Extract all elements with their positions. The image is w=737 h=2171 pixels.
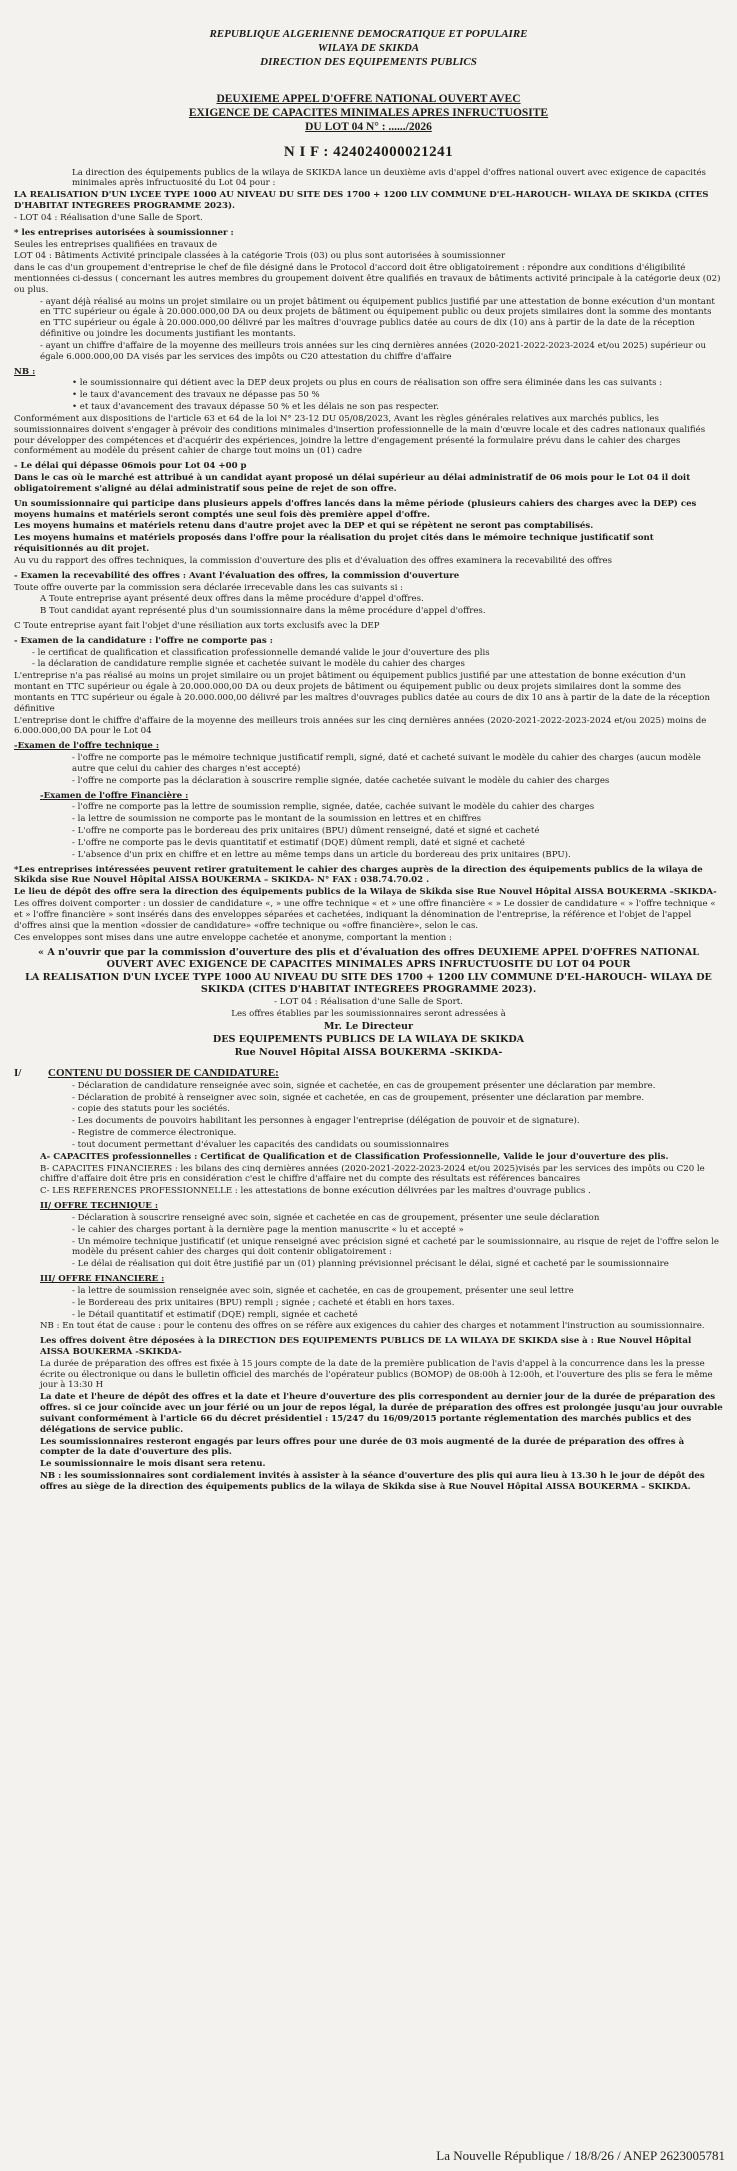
admitted-text-3: dans le cas d'un groupement d'entreprise le chef de file désigné dans le Protocol d'accord doit être obligatoirement : répondre aux conditions d'éligibilité mentionnées ci-dessus ( concernant les autres membres du groupement doivent être qualifiés en travaux de bâtiments activité principale à la catégorie deux (02) ou plus.	[14, 263, 721, 295]
candidature-doc-2: - Déclaration de probité à renseigner avec soin, signée et cachetée, en cas de groupement, présenter une déclaration par membre.	[72, 1092, 645, 1103]
nif-number: N I F : 424024000021241	[283, 143, 454, 160]
technical-doc-1: - Déclaration à souscrire renseigné avec soin, signée et cachetée en cas de groupement, présenter une seule déclaration	[72, 1212, 600, 1223]
candidature-doc-4: - Les documents de pouvoirs habilitant les personnes à engager l'entreprise (délégation de pouvoir et de signature).	[72, 1116, 580, 1127]
financial-offer-title: -Examen de l'offre Financière :	[40, 790, 189, 801]
addressee-address: Rue Nouvel Hôpital AISSA BOUKERMA –SKIKDA-	[234, 1046, 503, 1058]
admitted-text-1: Seules les entreprises qualifiées en travaux de	[14, 239, 218, 250]
technical-doc-2: - le cahier des charges portant à la dernière page la mention manuscrite « lu et accepté »	[72, 1224, 464, 1235]
nb-item-2: • le taux d'avancement des travaux ne dépasse pas 50 %	[72, 390, 320, 401]
financial-item-1: - l'offre ne comporte pas la lettre de soumission remplie, signée, datée, cachée suivant le modèle du cahier des charges	[72, 802, 595, 813]
envelope-mention-4: Les offres établies par les soumissionnaires seront adressées à	[231, 1009, 506, 1020]
recevability-title: - Examen la recevabilité des offres : Avant l'évaluation des offres, la commission d'ouverture	[14, 570, 460, 581]
wilaya-header: WILAYA DE SKIKDA	[317, 41, 420, 54]
preparation-duration: La durée de préparation des offres est fixée à 15 jours compte de la date de la première publication de l'avis d'appel à la concurrence dans les la presse écrite ou électronique ou dans le bulletin officiel des marchés de l'opérateur publics (BOMOP) de 08:00h à 12:00h, et l'ouverture des plis se fera le même jour à 13:30 H	[40, 1358, 713, 1391]
section-2-title: II/ OFFRE TECHNIQUE :	[40, 1201, 159, 1212]
candidature-doc-1: - Déclaration de candidature renseignée avec soin, signée et cachetée, en cas de groupement présenter une déclaration par membre.	[72, 1080, 656, 1091]
simultaneous-text-3: Les moyens humains et matériels proposés dans l'offre pour la réalisation du projet cités dans le mémoire technique justificatif sont réquisitionnés au dit projet.	[14, 533, 654, 555]
recevability-c: C Toute entreprise ayant fait l'objet d'une résiliation aux torts exclusifs avec la DEP	[14, 621, 380, 631]
financial-doc-2: - le Bordereau des prix unitaires (BPU) rempli ; signée ; cacheté et établi en hors taxes.	[72, 1297, 455, 1308]
recevability-a: A Toute entreprise ayant présenté deux offres dans la même procédure d'appel d'offres.	[40, 594, 424, 605]
candidature-item-3: L'entreprise n'a pas réalisé au moins un projet similaire ou un projet bâtiment ou équipement publics justifié par une attestation de bonne exécution d'un montant en TTC supérieur ou égale à 20.000.000,00 DA ou deux projets de bâtiment ou équipement public ou deux projets similaires dont la somme des montants en TTC supérieur ou égale à 20.000.000,00 délivré par les maîtres d'ouvrages publics datée au cours de dix 10 ans à partir de la date de la réception définitive	[14, 671, 710, 714]
nb-item-3: • et taux d'avancement des travaux dépasse 50 % et les délais ne son pas respecter.	[72, 402, 440, 413]
financial-item-4: - L'offre ne comporte pas le devis quantitatif et estimatif (DQE) dûment rempli, daté et signé et cacheté	[72, 837, 525, 848]
lowest-bidder: Le soumissionnaire le mois disant sera retenu.	[40, 1459, 266, 1470]
addressee-direction: DES EQUIPEMENTS PUBLICS DE LA WILAYA DE SKIKDA	[212, 1033, 525, 1045]
project-name: LA REALISATION D'UN LYCEE TYPE 1000 AU NIVEAU DU SITE DES 1700 + 1200 LLV COMMUNE D'EL-HAROUCH- WILAYA DE SKIKDA (CITES D'HABITAT INTEGREES PROGRAMME 2023).	[14, 190, 709, 212]
technical-doc-3: - Un mémoire technique justificatif (et unique renseigné avec précision signé et cacheté par le soumissionnaire, au risque de rejet de l'offre selon le modèle du présent cahier des charges qui doit contenir obligatoirement :	[72, 1236, 720, 1258]
delay-text: Dans le cas où le marché est attribué à un candidat ayant proposé un délai supérieur au délai administratif de 06 mois pour le Lot 04 il doit obligatoirement s'aligné au délai administratif sous peine de rejet de son offre.	[14, 473, 691, 494]
section-1-title: CONTENU DU DOSSIER DE CANDIDATURE:	[48, 1066, 279, 1079]
nb-label: NB :	[14, 366, 36, 377]
candidature-doc-5: - Registre de commerce électronique.	[72, 1128, 237, 1139]
withdrawal-text-2: Le lieu de dépôt des offre sera la direction des équipements publics de la Wilaya de Skikda sise Rue Nouvel Hôpital AISSA BOUKERMA –SKIKDA-	[14, 887, 717, 898]
title-line-3: DU LOT 04 N° : ....../2026	[305, 120, 432, 133]
simultaneous-text-2: Les moyens humains et matériels retenu dans d'autre projet avec la DEP et qui se répètent ne seront pas comptabilisés.	[14, 521, 594, 532]
publication-footer: La Nouvelle République / 18/8/26 / ANEP 2623005781	[436, 2148, 725, 2163]
addressee-title: Mr. Le Directeur	[323, 1020, 414, 1032]
admitted-text-5: - ayant un chiffre d'affaire de la moyenne des meilleurs trois années sur les cinq dernières années (2020-2021-2022-2023-2024 et/ou 2025) supérieur ou égale 6.000.000,00 DA visés par les services des impôts ou C20 attestation du chiffre d'affaire	[40, 340, 706, 362]
withdrawal-text-3: Les offres doivent comporter : un dossier de candidature «, » une offre technique « et » une offre financière « » Le dossier de candidature « » l'offre technique « et » l'offre financière » sont insérés dans des enveloppes séparées et cachetées, indiquant la dénomination de l'entreprise, la référence et l'objet de l'appel d'offres ainsi que la mention «dossier de candidature» «offre technique ou «offre financière», selon le cas.	[14, 899, 716, 931]
financial-item-5: - L'absence d'un prix en chiffre et en lettre au même temps dans un article du bordereau des prix unitaires (BPU).	[72, 849, 571, 860]
nb-item-4: Conformément aux dispositions de l'article 63 et 64 de la loi N° 23-12 DU 05/08/2023, Avant les règles générales relatives aux marchés publics, les soumissionnaires doivent s'engager à prévoir des conditions minimales d'insertion professionnelle de la main d'œuvre locale et des cadres nationaux qualifiés pour développer des compétences et d'acquérir des expériences, joindre la lettre d'engagement présenté la formulaire prévu dans le cahier des charges conformément au modèle du présent cahier de charge tout moins un (01) cadre	[14, 413, 706, 457]
republic-header: REPUBLIQUE ALGERIENNE DEMOCRATIQUE ET POPULAIRE	[209, 28, 528, 40]
simultaneous-text-4: Au vu du rapport des offres techniques, la commission d'ouverture des plis et d'évaluation des offres examinera la recevabilité des offres	[14, 555, 613, 566]
envelope-mention-3: - LOT 04 : Réalisation d'une Salle de Sport.	[274, 997, 463, 1008]
withdrawal-text-4: Ces enveloppes sont mises dans une autre enveloppe cachetée et anonyme, comportant la mention :	[14, 932, 452, 943]
section-3-title: III/ OFFRE FINANCIERE :	[40, 1274, 165, 1285]
candidature-doc-6: - tout document permettant d'évaluer les capacités des candidats ou soumissionnaires	[72, 1139, 449, 1150]
candidature-item-1: - le certificat de qualification et classification professionnelle demandé valide le jour d'ouverture des plis	[32, 647, 490, 658]
admitted-title: * les entreprises autorisées à soumissionner :	[14, 227, 234, 238]
nb-item-1: • le soumissionnaire qui détient avec la DEP deux projets ou plus en cours de réalisation son offre sera éliminée dans les cas suivants :	[72, 378, 663, 389]
candidature-item-4: L'entreprise dont le chiffre d'affaire de la moyenne des meilleurs trois années sur les cinq dernières années (2020-2021-2022-2023-2024 et/ou 2025) moins de 6.000.000,00 DA pour le Lot 04	[14, 715, 707, 737]
section-1-number: I/	[14, 1066, 22, 1079]
financial-item-3: - L'offre ne comporte pas le bordereau des prix unitaires (BPU) dûment renseigné, daté et signé et cacheté	[72, 826, 540, 837]
section-1-heading	[14, 1067, 723, 1081]
candidature-title: - Examen de la candidature : l'offre ne comporte pas :	[14, 635, 273, 646]
candidature-doc-3: - copie des statuts pour les sociétés.	[72, 1104, 230, 1115]
technical-offer-title: -Examen de l'offre technique :	[14, 741, 160, 752]
contents-nb: NB : En tout état de cause : pour le contenu des offres on se réfère aux exigences du cahier des charges et notamment l'instruction au soumissionnaire.	[40, 1321, 705, 1332]
title-line-1: DEUXIEME APPEL D'OFFRE NATIONAL OUVERT AVEC	[216, 93, 521, 106]
technical-item-1: - l'offre ne comporte pas le mémoire technique justificatif rempli, signé, daté et cacheté suivant le modèle du cahier des charges (aucun modèle autre que celui du cahier des charges n'est accepté)	[72, 753, 701, 774]
technical-doc-4: - Le délai de réalisation qui doit être justifié par un (01) planning prévisionnel précisant le délai, signé et cacheté par le soumissionnaire	[72, 1259, 669, 1270]
recevability-text: Toute offre ouverte par la commission sera déclarée irrecevable dans les cas suivants si :	[14, 582, 404, 593]
intro-text: La direction des équipements publics de la wilaya de SKIKDA lance un deuxième avis d'appel d'offres national ouvert avec exigence de capacités minimales après infructuosité du Lot 04 pour :	[72, 167, 706, 189]
financial-doc-1: - la lettre de soumission renseignée avec soin, signée et cachetée, en cas de groupement, présenter une seul lettre	[72, 1285, 574, 1296]
deposit-date-rule: La date et l'heure de dépôt des offres et la date et l'heure d'ouverture des plis correspondent au dernier jour de la durée de préparation des offres. si ce jour coïncide avec un jour férié ou un jour de repos légal, la durée de préparation des offres est prolongée jusqu'au jour ouvrable suivant conformément à l'article 66 du décret présidentiel : 15/247 du 16/09/2015 portante réglementation des marchés publics et des délégations de service public.	[40, 1392, 723, 1435]
title-line-2: EXIGENCE DE CAPACITES MINIMALES APRES INFRUCTUOSITE	[188, 107, 549, 120]
withdrawal-text-1: *Les entreprises intéressées peuvent retirer gratuitement le cahier des charges auprès de la direction des équipements publics de la wilaya de Skikda sise Rue Nouvel Hôpital AISSA BOUKERMA – SKIKDA- N° FAX : 038.74.70.02 .	[14, 864, 703, 886]
delay-title: - Le délai qui dépasse 06mois pour Lot 04 +00 p	[14, 461, 247, 472]
candidature-item-2: - la déclaration de candidature remplie signée et cachetée suivant le modèle du cahier des charges	[32, 659, 465, 670]
capacities-financial: B- CAPACITES FINANCIERES : les bilans des cinq dernières années (2020-2021-2022-2023-2024 et/ou 2025)visés par les services des impôts ou C20 le chiffre d'affaire doit être pris en considération c'est le chiffre d'affaire net du compte des résultats est références bancaires	[40, 1163, 705, 1185]
opening-invitation: NB : les soumissionnaires sont cordialement invités à assister à la séance d'ouverture des plis qui aura lieu à 13.30 h le jour de dépôt des offres au siège de la direction des équipements publics de la wilaya de Skikda sise à Rue Nouvel Hôpital AISSA BOUKERMA – SKIKDA.	[40, 1471, 705, 1492]
simultaneous-text-1: Un soumissionnaire qui participe dans plusieurs appels d'offres lancés dans la même période (plusieurs cahiers des charges avec la DEP) ces moyens humains et matériels seront comptés une seul fois dès première appel d'offre.	[14, 498, 697, 520]
professional-references: C- LES REFERENCES PROFESSIONNELLE : les attestations de bonne exécution délivrées par les maîtres d'ouvrage publics .	[40, 1186, 591, 1197]
tender-document	[14, 28, 723, 1494]
envelope-mention-2: LA REALISATION D'UN LYCEE TYPE 1000 AU NIVEAU DU SITE DES 1700 + 1200 LLV COMMUNE D'EL-HAROUCH- WILAYA DE SKIKDA (CITES D'HABITAT INTEGREES PROGRAMME 2023).	[25, 972, 712, 996]
envelope-mention-1: « A n'ouvrir que par la commission d'ouverture des plis et d'évaluation des offres DEUXIEME APPEL D'OFFRES NATIONAL OUVERT AVEC EXIGENCE DE CAPACITES MINIMALES APRS INFRUCTUOSITE DU LOT 04 POUR	[38, 947, 699, 971]
admitted-text-4: - ayant déjà réalisé au moins un projet similaire ou un projet bâtiment ou équipement publics justifié par une attestation de bonne exécution d'un montant en TTC supérieur ou égale à 20.000.000,00 DA ou deux projets de bâtiment ou équipement public ou deux projets similaires dont la somme des montants en TTC supérieur ou égale à 20.000.000,00 délivré par les maîtres d'ouvrage publics datée au cours de dix (10) ans à partir de la date de la réception définitive ou joindre les documents justifiant les montants.	[40, 296, 715, 340]
deposit-location: Les offres doivent être déposées à la DIRECTION DES EQUIPEMENTS PUBLICS DE LA WILAYA DE SKIKDA sise à : Rue Nouvel Hôpital AISSA BOUKERMA -SKIKDA-	[40, 1336, 692, 1357]
lot-line: - LOT 04 : Réalisation d'une Salle de Sport.	[14, 212, 203, 223]
financial-doc-3: - le Détail quantitatif et estimatif (DQE) rempli, signée et cacheté	[72, 1309, 358, 1320]
financial-item-2: - la lettre de soumission ne comporte pas le montant de la soumission en lettres et en chiffres	[72, 814, 482, 825]
admitted-text-2: LOT 04 : Bâtiments Activité principale classées à la catégorie Trois (03) ou plus sont autorisées à soumissionner	[14, 251, 506, 262]
capacities-professional: A- CAPACITES professionnelles : Certificat de Qualification et de Classification Professionnelle, Valide le jour d'ouverture des plis.	[40, 1151, 669, 1162]
technical-item-2: - l'offre ne comporte pas la déclaration à souscrire remplie signée, datée cachetée suivant le modèle du cahier des charges	[72, 775, 610, 786]
direction-header: DIRECTION DES EQUIPEMENTS PUBLICS	[260, 55, 477, 68]
offer-validity: Les soumissionnaires resteront engagés par leurs offres pour une durée de 03 mois augmenté de la durée de préparation des offres à compter de la date d'ouverture des plis.	[40, 1436, 685, 1458]
recevability-b: B Tout candidat ayant représenté plus d'un soumissionnaire dans la même procédure d'appel d'offres.	[40, 606, 486, 617]
